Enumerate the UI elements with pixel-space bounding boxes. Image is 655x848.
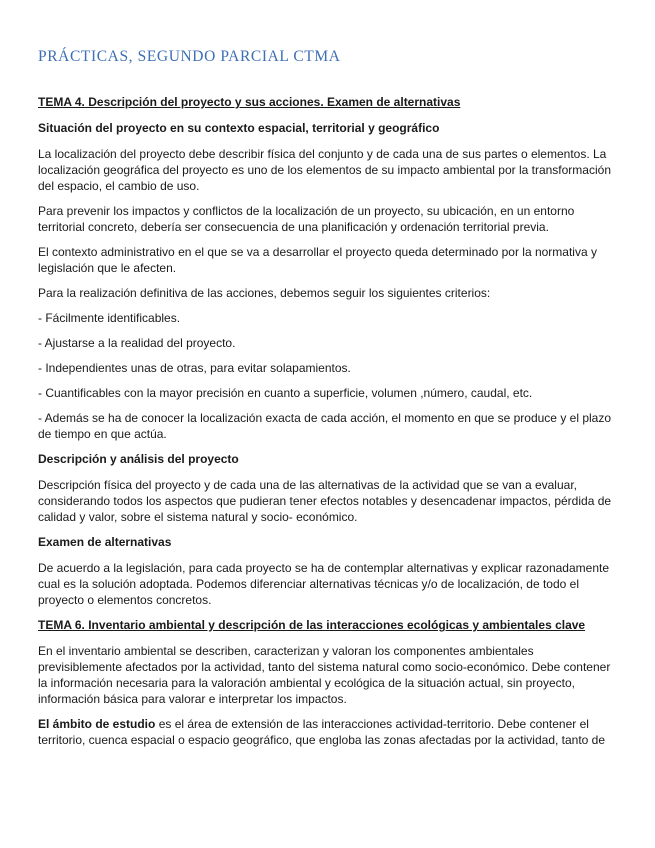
- criteria-item: - Ajustarse a la realidad del proyecto.: [38, 336, 236, 350]
- paragraph: Descripción física del proyecto y de cada una de las alternativas de la actividad que se van a evaluar, considerando todos los aspectos que pudieran tener efectos notables y desencadenar impactos, pérdida de calidad y valor, sobre el sistema natural y socio- económico.: [38, 478, 612, 524]
- examen-heading: Examen de alternativas: [38, 535, 172, 549]
- paragraph: El contexto administrativo en el que se va a desarrollar el proyecto queda determinado por la normativa y legislación que le afecten.: [38, 245, 597, 275]
- paragraph: Para la realización definitiva de las acciones, debemos seguir los siguientes criterios:: [38, 286, 491, 300]
- criteria-item: - Además se ha de conocer la localización exacta de cada acción, el momento en que se produce y el plazo de tiempo en que actúa.: [38, 411, 612, 441]
- tema6-heading: TEMA 6. Inventario ambiental y descripción de las interacciones ecológicas y ambientales clave: [38, 618, 586, 632]
- paragraph: En el inventario ambiental se describen, caracterizan y valoran los componentes ambientales previsiblemente afectados por la actividad, tanto del sistema natural como socio-económico. Debe contener la información necesaria para la valoración ambiental y ecológica de la situación actual, sin proyecto, información básica para valorar e interpretar los impactos.: [38, 644, 611, 706]
- criteria-item: - Fácilmente identificables.: [38, 311, 181, 325]
- criteria-item: - Cuantificables con la mayor precisión en cuanto a superficie, volumen ,número, caudal, etc.: [38, 386, 533, 400]
- ambito-term: El ámbito de estudio: [38, 717, 156, 731]
- situacion-heading: Situación del proyecto en su contexto espacial, territorial y geográfico: [38, 121, 440, 135]
- paragraph: La localización del proyecto debe describir física del conjunto y de cada una de sus partes o elementos. La localización geográfica del proyecto es uno de los elementos de su impacto ambiental por la transformación del espacio, el cambio de uso.: [38, 147, 611, 193]
- paragraph: Para prevenir los impactos y conflictos de la localización de un proyecto, su ubicación, en un entorno territorial concreto, debería ser consecuencia de una planificación y ordenación territorial previa.: [38, 204, 575, 234]
- tema4-heading: TEMA 4. Descripción del proyecto y sus acciones. Examen de alternativas: [38, 95, 461, 109]
- criteria-item: - Independientes unas de otras, para evitar solapamientos.: [38, 361, 351, 375]
- document-title: PRÁCTICAS, SEGUNDO PARCIAL CTMA: [38, 48, 341, 65]
- paragraph: De acuerdo a la legislación, para cada proyecto se ha de contemplar alternativas y explicar razonadamente cual es la solución adoptada. Podemos diferenciar alternativas técnicas y/o de localización, de todo el proyecto o elementos concretos.: [38, 561, 609, 607]
- descripcion-heading: Descripción y análisis del proyecto: [38, 452, 239, 466]
- ambito-text: es el área de extensión de las interacciones actividad-territorio. Debe contener el territorio, cuenca espacial o espacio geográfico, que engloba las zonas afectadas por la actividad, tanto de: [38, 717, 606, 747]
- paragraph-ambito: [38, 716, 618, 748]
- document-body: [38, 94, 618, 757]
